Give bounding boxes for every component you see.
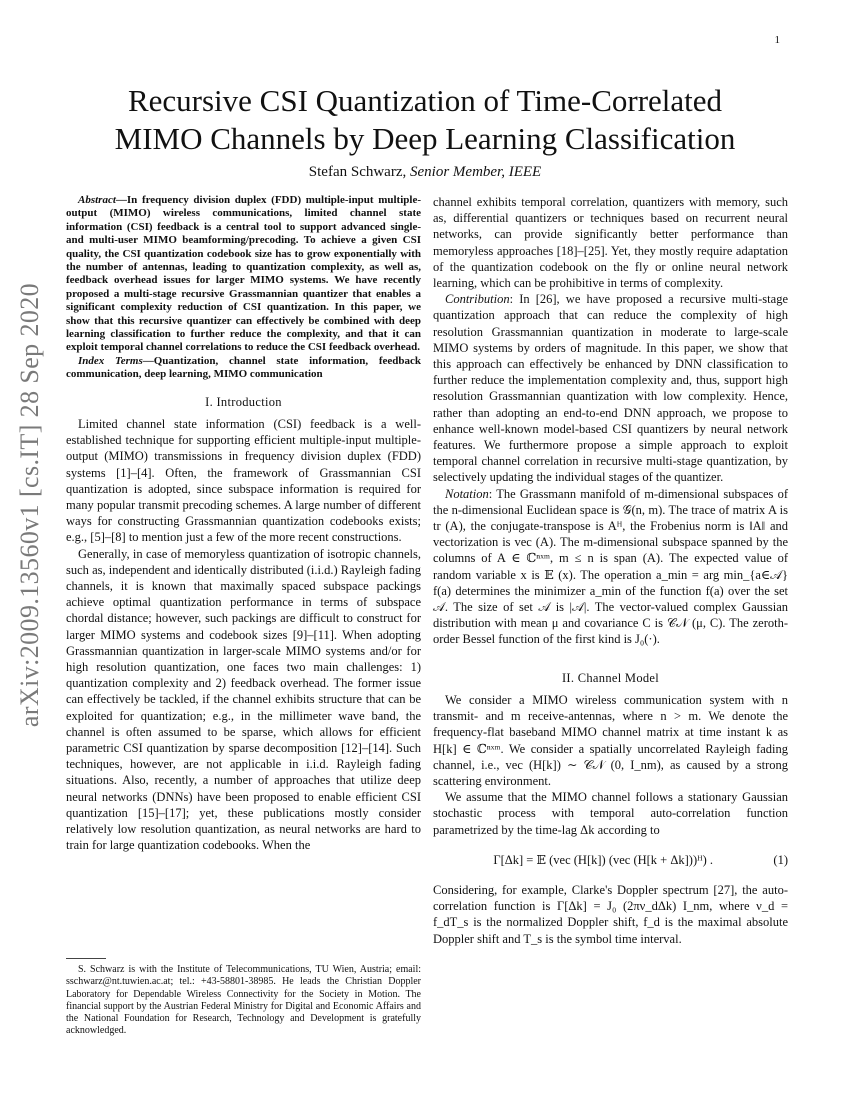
section-heading-introduction: I. Introduction bbox=[205, 394, 282, 409]
footnote bbox=[66, 964, 421, 1038]
index-terms-text: —Quantization, channel state information, feedback communication, deep learning, MIMO communication bbox=[66, 354, 421, 381]
intro-paragraph-3: channel exhibits temporal correlation, quantizers with memory, such as, differential quantizers or techniques based on recurrent neural networks, can provide significantly better performance than memoryless approaches [18]–[25]. Yet, they mostly require adaptation of the quantization codebook on the fly or online neural network learning, which can be prohibitive in terms of complexity. bbox=[433, 195, 788, 291]
abstract-text: —In frequency division duplex (FDD) multiple-input multiple-output (MIMO) wireless communications, limited channel state information (CSI) feedback is a central tool to support advanced single- and multi-user MIMO beamforming/precoding. To achieve a given CSI quality, the CSI quantization codebook size has to grow exponentially with the number of antennas, leading to quantization complexity, as well as, feedback overhead issues for larger MIMO systems. We have recently proposed a multi-stage recursive Grassmannian quantizer that enables a significant complexity reduction of CSI quantization. In this paper, we show that this recursive quantizer can effectively be combined with deep learning classification to further reduce the complexity, and that it can exploit temporal channel correlations to reduce the CSI feedback overhead. bbox=[66, 194, 421, 354]
abstract bbox=[66, 194, 421, 355]
title-line-2: MIMO Channels by Deep Learning Classification bbox=[114, 121, 736, 156]
notation-text: : The Grassmann manifold of m-dimensional subspaces of the n-dimensional Euclidean space is 𝒢(n, m). The trace of matrix A is tr (A), the conjugate-transpose is Aᴴ, the Frobenius norm is ‖A‖ and vectorization is vec (A). The m-dimensional subspace spanned by the columns of A ∈ ℂⁿˣᵐ, m ≤ n is span (A). The expected value of random variable x is 𝔼 (x). The operation a_min = arg min_{a∈𝒜} f(a) determines the minimizer a_min of the function f(a) over the set 𝒜. The size of set 𝒜 is |𝒜|. The vector-valued complex Gaussian distribution with mean μ and covariance C is 𝒞𝒩 (μ, C). The zeroth-order Bessel function of the first kind is J₀(·). bbox=[433, 486, 788, 647]
index-terms-label: Index Terms bbox=[78, 354, 143, 367]
abstract-label: Abstract bbox=[78, 194, 116, 206]
arxiv-stamp-text: arXiv:2009.13560v1 [cs.IT] 28 Sep 2020 bbox=[15, 282, 45, 728]
notation-label: Notation bbox=[445, 486, 489, 501]
author-line bbox=[60, 164, 790, 181]
notation-paragraph bbox=[433, 486, 788, 648]
equation-1 bbox=[433, 852, 788, 868]
contribution-text: : In [26], we have proposed a recursive multi-stage quantization approach that can reduce the complexity of high resolution Grassmannian quantization in moderate to large-scale MIMO systems by orders of magnitude. In this paper, we show that this approach can effectively be enhanced by DNN classification to further reduce the implementation complexity and, thus, support high resolution Grassmannian quantization with low complexity. Hence, rather than adopting an end-to-end DNN approach, we propose to enhance well-known model-based CSI quantizers by neural network features. We furthermore propose a simple approach to exploit temporal channel correlation in recursive multi-stage quantization, by selectively updating the individual stages of the quantizer. bbox=[433, 292, 788, 485]
equation-1-number: (1) bbox=[773, 852, 788, 867]
section-heading-channel-model: II. Channel Model bbox=[561, 670, 660, 685]
title-line-1: Recursive CSI Quantization of Time-Correlated bbox=[127, 83, 723, 118]
page-number: 1 bbox=[774, 34, 780, 46]
model-paragraph-2: We assume that the MIMO channel follows a stationary Gaussian stochastic process with temporal auto-correlation function parametrized by the time-lag Δk according to bbox=[433, 790, 788, 837]
intro-paragraph-1: Limited channel state information (CSI) feedback is a well-established technique for supporting efficient multiple-input multiple-output (MIMO) transmissions in frequency division duplex (FDD) systems [1]–[4]. Often, the framework of Grassmannian CSI quantization is adopted, since subspace information is required for many popular transmit precoding schemes. A large number of different ways for constructing Grassmannian quantization codebooks exists; e.g., [5]–[8] to mention just a few of the more recent constructions. bbox=[66, 416, 421, 545]
right-column bbox=[433, 194, 788, 947]
contribution-paragraph bbox=[433, 291, 788, 485]
arxiv-stamp bbox=[2, 282, 58, 728]
index-terms bbox=[66, 355, 421, 382]
paper-title bbox=[60, 82, 790, 158]
intro-paragraph-2: Generally, in case of memoryless quantization of isotropic channels, such as, independent and identically distributed (i.i.d.) Rayleigh fading channels, it is known that maximally spaced subspace packings achieve optimal quantization performance in terms of subspace chordal distance; however, such packings are difficult to construct for larger MIMO systems and codebook sizes [9]–[11]. When adopting Grassmannian quantization in larger-scale MIMO systems and/or for high resolution quantization, one faces two main challenges: 1) quantization complexity and 2) feedback overhead. The former issue can effectively be tackled, if the channel exhibits structure that can be exploited for quantization; e.g., in the millimeter wave band, the channel is often assumed to be sparse, which allows for efficient parametric CSI quantization by sparse decomposition [12]–[14]. Such techniques, however, are not applicable in i.i.d. Rayleigh fading situations. Also, recently, a number of approaches that utilize deep neural networks (DNNs) have been proposed to enable efficient CSI quantization [15]–[17]; yet, these publications mostly consider relatively low resolution quantization, as neural networks are hard to train for large quantization codebooks. When the bbox=[66, 546, 421, 853]
left-column bbox=[66, 194, 421, 853]
contribution-label: Contribution bbox=[445, 292, 510, 307]
author-role: Senior Member, IEEE bbox=[410, 164, 542, 180]
footnote-text: S. Schwarz is with the Institute of Telecommunications, TU Wien, Austria; email: sschwarz@nt.tuwien.ac.at; tel.: +43-58801-38985. He leads the Christian Doppler Laboratory for Dependable Wireless Connectivity for the Society in Motion. The financial support by the Austrian Federal Ministry for Digital and Economic Affairs and the National Foundation for Research, Technology and Development is gratefully acknowledged. bbox=[66, 964, 421, 1037]
model-paragraph-1: We consider a MIMO wireless communication system with n transmit- and m receive-antennas, where n > m. We denote the frequency-flat baseband MIMO channel matrix at time instant k as H[k] ∈ ℂⁿˣᵐ. We consider a spatially uncorrelated Rayleigh fading channel, i.e., vec (H[k]) ∼ 𝒞𝒩 (0, I_nm), as caused by a strong scattering environment. bbox=[433, 692, 788, 788]
footnote-rule bbox=[66, 958, 106, 959]
model-paragraph-3: Considering, for example, Clarke's Doppler spectrum [27], the auto-correlation function is Γ[Δk] = J₀ (2πν_dΔk) I_nm, where ν_d = f_dT_s is the normalized Doppler shift, f_d is the maximal absolute Doppler shift and T_s is the symbol time interval. bbox=[433, 882, 788, 946]
equation-1-body: Γ[Δk] = 𝔼 (vec (H[k]) (vec (H[k + Δk]))ᴴ) . bbox=[493, 852, 714, 867]
author-name: Stefan Schwarz, bbox=[308, 164, 407, 180]
